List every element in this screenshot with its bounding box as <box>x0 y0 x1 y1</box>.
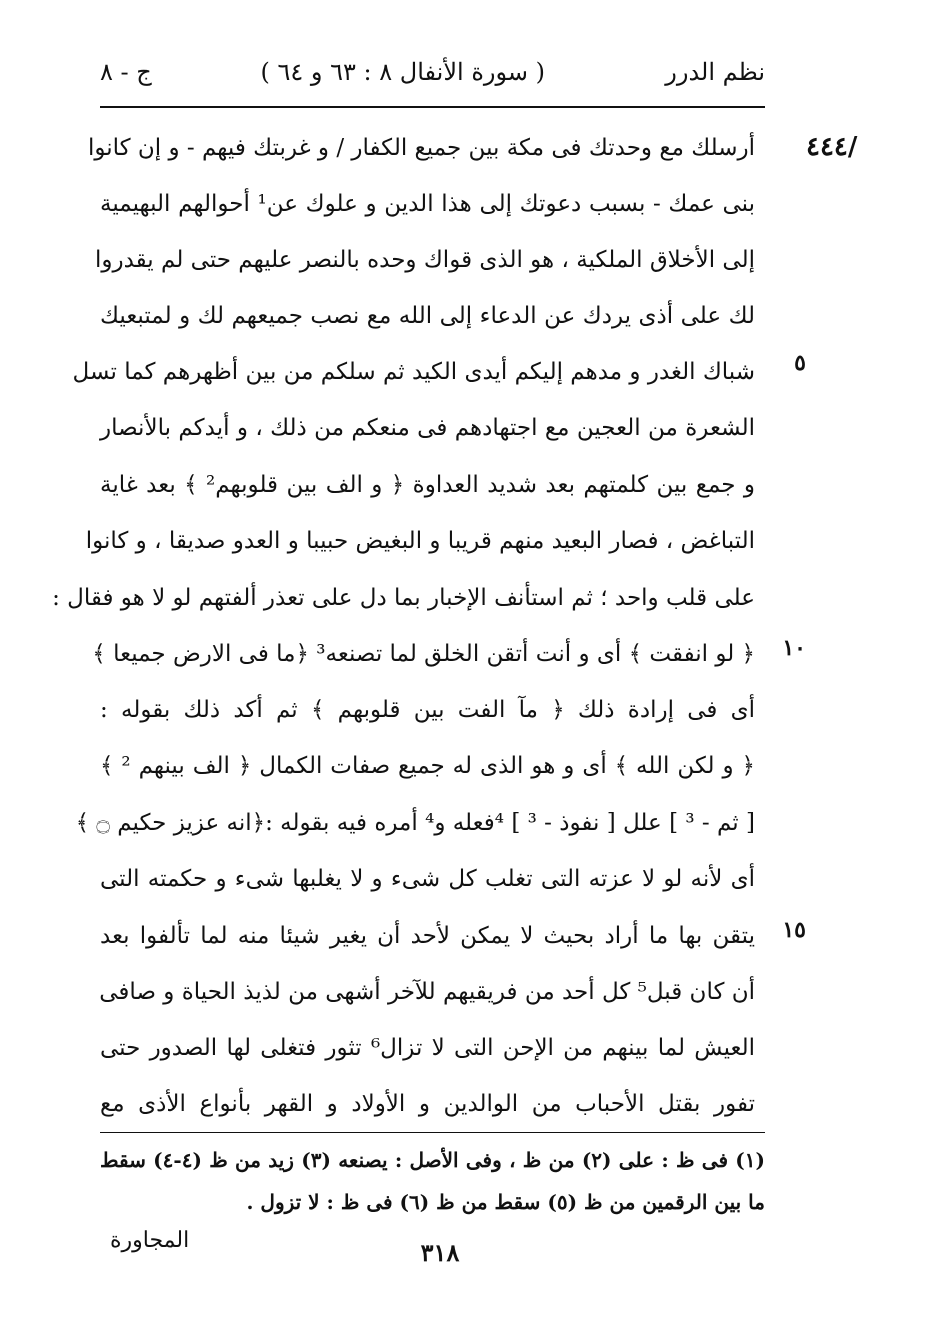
text-line: شباك الغدر و مدهم إليكم أيدى الكيد ثم سلكم من بين أظهرهم كما تسل <box>72 359 755 385</box>
text-line: ﴿ و لكن الله ﴾ أى و هو الذى له جميع صفات الكمال ﴿ الف بينهم ² ﴾ <box>100 753 755 779</box>
text-line: على قلب واحد ؛ ثم استأنف الإخبار بما دل على تعذر ألفتهم لو لا هو فقال : <box>52 585 755 611</box>
text-line: أن كان قبل⁵ كل أحد من فريقيهم للآخر أشهى من لذيذ الحياة و صافى <box>99 979 755 1005</box>
text-line: التباغض ، فصار البعيد منهم قريبا و البغيض حبيبا و العدو صديقا ، و كانوا <box>85 528 755 554</box>
text-line: ﴿ لو انفقت ﴾ أى و أنت أتقن الخلق لما تصنعه³ ﴿ما فى الارض جميعا ﴾ <box>92 641 755 667</box>
footnote-line: (١) فى ظ : على (٢) من ظ ، وفى الأصل : يصنعه (٣) زيد من ظ (٤-٤) سقط <box>100 1148 765 1172</box>
line-number-15: ١٥ <box>782 917 806 943</box>
text-line: أى لأنه لو لا عزته التى تغلب كل شىء و لا يغلبها شىء و حكمته التى <box>100 866 755 892</box>
line-number-10: ١٠ <box>782 635 806 661</box>
text-line: الشعرة من العجين مع اجتهادهم فى منعكم من ذلك ، و أيدكم بالأنصار <box>100 415 755 441</box>
text-line: لك على أذى يردك عن الدعاء إلى الله مع نصب جميعهم لك و لمتبعيك <box>100 303 755 329</box>
text-line: أى فى إرادة ذلك ﴿ مآ الفت بين قلوبهم ﴾ ثم أكد ذلك بقوله : <box>100 697 755 723</box>
line-number-5: ٥ <box>794 350 806 376</box>
text-line: [ ثم - ³ ] علل [ نفوذ - ³ ] ⁴فعله و⁴ أمره فيه بقوله :﴿انه عزيز حكيم ۝ ﴾ <box>75 810 755 836</box>
text-line: إلى الأخلاق الملكية ، هو الذى قواك وحده بالنصر عليهم حتى لم يقدروا <box>95 247 755 273</box>
text-line: يتقن بها ما أراد بحيث لا يمكن لأحد أن يغير شيئا منه لما تألفوا بعد <box>100 923 755 949</box>
footnote-rule <box>100 1132 765 1133</box>
text-line: و جمع بين كلمتهم بعد شديد العداوة ﴿ و الف بين قلوبهم² ﴾ بعد غاية <box>100 472 755 498</box>
footnote-line: ما بين الرقمين من ظ (٥) سقط من ظ (٦) فى ظ : لا تزول . <box>246 1190 765 1214</box>
text-line: العيش لما بينهم من الإحن التى لا تزال⁶ تثور فتغلى لها الصدور حتى <box>100 1035 755 1061</box>
book-title: نظم الدرر <box>665 58 765 86</box>
surah-reference: ( سورة الأنفال ٨ : ٦٣ و ٦٤ ) <box>260 58 545 86</box>
text-line: تفور بقتل الأحباب من الوالدين و الأولاد و القهر بأنواع الأذى مع <box>100 1091 755 1117</box>
text-line: أرسلك مع وحدتك فى مكة بين جميع الكفار / و غربتك فيهم - و إن كانوا <box>87 135 755 161</box>
catchword: المجاورة <box>110 1228 190 1253</box>
part-number: ج - ٨ <box>100 58 152 86</box>
header-rule <box>100 106 765 108</box>
running-header <box>100 58 765 98</box>
page-number: ٣١٨ <box>420 1238 460 1267</box>
manuscript-folio-ref: /٤٤٤ <box>806 132 858 162</box>
text-line: بنى عمك - بسبب دعوتك إلى هذا الدين و علوك عن¹ أحوالهم البهيمية <box>100 191 755 217</box>
